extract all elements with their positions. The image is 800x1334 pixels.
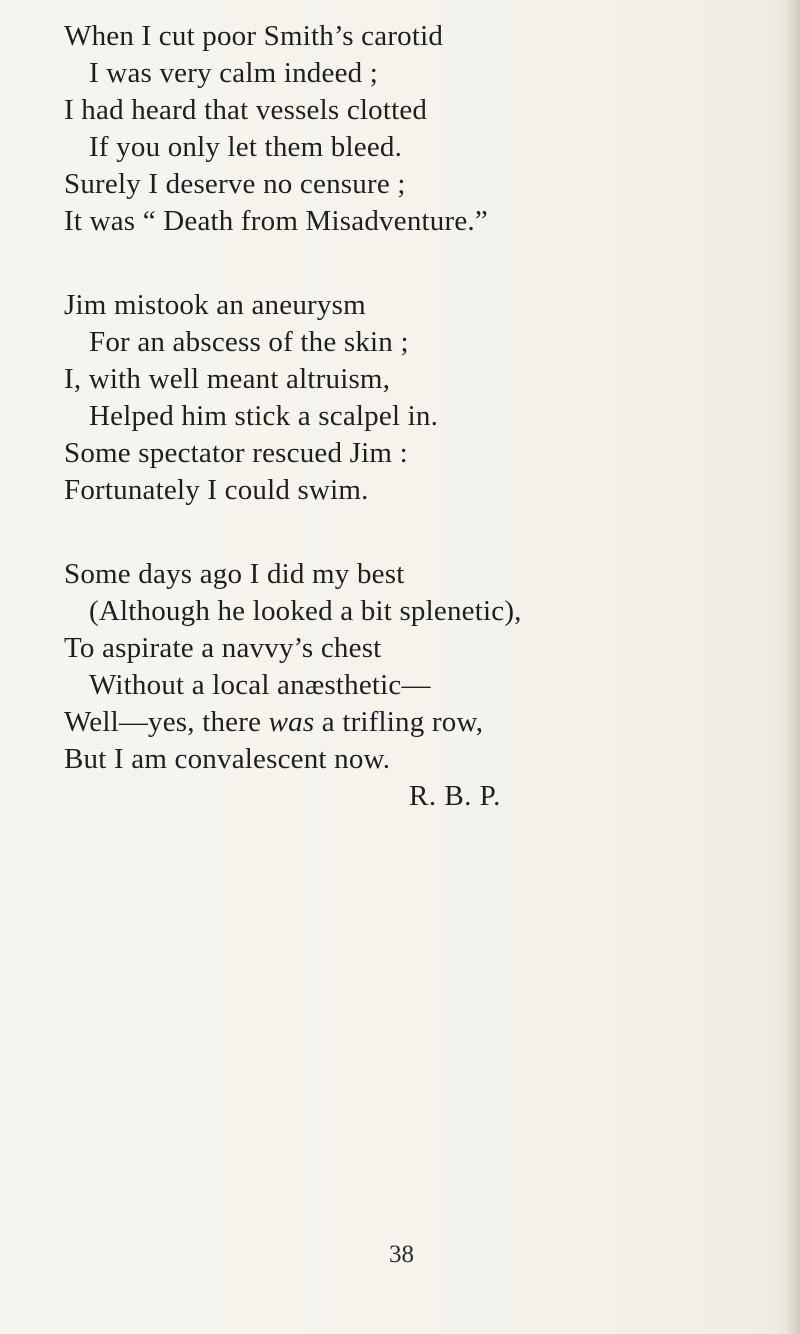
- poem-line: I was very calm indeed ;: [89, 57, 379, 89]
- poem-line: Surely I deserve no censure ;: [64, 168, 406, 200]
- poem-line: Some spectator rescued Jim :: [64, 437, 408, 469]
- stanza-3: [64, 556, 764, 815]
- author-initials: R. B. P.: [409, 780, 501, 812]
- poem-line: (Although he looked a bit splenetic),: [89, 595, 522, 627]
- poem-line-part: Well—yes, there: [64, 706, 262, 738]
- poem-line: I had heard that vessels clotted: [64, 94, 428, 126]
- poem: [64, 18, 764, 815]
- page-number: 38: [389, 1241, 414, 1268]
- poem-line: Jim mistook an aneurysm: [64, 289, 366, 321]
- poem-line: Fortunately I could swim.: [64, 474, 369, 506]
- poem-line: But I am convalescent now.: [64, 743, 391, 775]
- poem-line: [64, 704, 764, 741]
- stanza-2: [64, 287, 764, 509]
- poem-line: To aspirate a navvy’s chest: [64, 632, 382, 664]
- poem-line-part: a trifling row,: [314, 706, 484, 738]
- poem-line: It was “ Death from Misadventure.”: [64, 205, 488, 237]
- poem-line: For an abscess of the skin ;: [89, 326, 409, 358]
- poem-line: If you only let them bleed.: [89, 131, 403, 163]
- stanza-1: [64, 18, 764, 240]
- page-edge-shadow: [786, 0, 800, 1334]
- poem-line: Some days ago I did my best: [64, 558, 405, 590]
- italic-word: was: [268, 706, 315, 738]
- poem-line: When I cut poor Smith’s carotid: [64, 20, 444, 52]
- poem-line: Helped him stick a scalpel in.: [89, 400, 439, 432]
- poem-line: I, with well meant altruism,: [64, 363, 391, 395]
- poem-line: Without a local anæsthetic—: [89, 669, 431, 701]
